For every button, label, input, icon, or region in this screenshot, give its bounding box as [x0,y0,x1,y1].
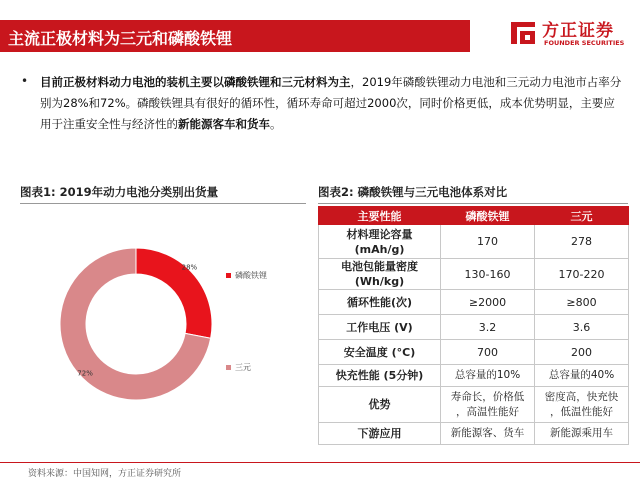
header-cell-ternary: 三元 [535,207,629,225]
data-label-1: 72% [77,369,93,378]
lfp-cell: 总容量的10% [441,365,535,387]
data-label-0: 28% [181,263,198,272]
ternary-cell: 170-220 [535,259,629,290]
intro-lead: 目前正极材料动力电池的装机主要以磷酸铁锂和三元材料为主 [40,75,351,89]
bullet-icon: • [21,74,29,88]
founder-logo-icon [508,18,538,48]
logo-text-en: FOUNDER SECURITIES [544,39,625,47]
ternary-cell: 新能源乘用车 [535,423,629,445]
table-row [319,290,629,315]
row-header-cell: 安全温度 (°C) [319,340,441,365]
table-row [319,365,629,387]
row-header-cell: 优势 [319,387,441,423]
logo-text-cn: 方正证券 [542,21,614,41]
lfp-cell: 170 [441,225,535,259]
source-note: 资料来源：中国知网，方正证券研究所 [28,469,182,479]
table-row [319,423,629,445]
ternary-cell: 200 [535,340,629,365]
page-header [0,0,640,58]
legend-swatch-0 [226,273,231,278]
ternary-cell: 密度高，快充快 ，低温性能好 [535,387,629,423]
row-header-cell: 材料理论容量 (mAh/g) [319,225,441,259]
ternary-cell: ≥800 [535,290,629,315]
lfp-cell: 新能源客、货车 [441,423,535,445]
intro-body: ，2019年磷酸铁锂动力电池和三元动力电池市占率分别为28%和72%。磷酸铁锂具有很好的循环性，循环寿命可超过2000次，同时价格更低，成本优势明显，主要应用于注重安全性与经济性的 [40,75,622,131]
lfp-cell: 3.2 [441,315,535,340]
page-title: 主流正极材料为三元和磷酸铁锂 [8,29,233,48]
header-cell-metric: 主要性能 [319,207,441,225]
table-header-row [319,207,629,225]
legend-label-0: 磷酸铁锂 [235,271,267,280]
legend-label-1: 三元 [235,363,251,372]
lfp-cell: 寿命长，价格低 ，高温性能好 [441,387,535,423]
figure1-divider [20,203,306,204]
lfp-cell: 130-160 [441,259,535,290]
header-cell-lfp: 磷酸铁锂 [441,207,535,225]
ternary-cell: 3.6 [535,315,629,340]
title-bar [0,20,470,52]
table-row [319,259,629,290]
donut-slice-0 [136,248,212,338]
footer-divider [0,462,640,463]
table-row [319,225,629,259]
lfp-cell: 700 [441,340,535,365]
ternary-cell: 总容量的40% [535,365,629,387]
table2-title: 图表2: 磷酸铁锂与三元电池体系对比 [318,185,508,199]
row-header-cell: 工作电压 (V) [319,315,441,340]
intro-end: 。 [270,117,282,131]
table-row [319,315,629,340]
intro-paragraph [40,72,626,135]
table-row [319,340,629,365]
intro-highlight: 新能源客车和货车 [178,117,270,131]
donut-chart [30,214,306,444]
legend-swatch-1 [226,365,231,370]
lfp-cell: ≥2000 [441,290,535,315]
comparison-table [318,206,629,445]
row-header-cell: 循环性能(次) [319,290,441,315]
donut-chart-svg [30,214,306,444]
table2-divider [318,203,628,204]
figure1-title: 图表1: 2019年动力电池分类别出货量 [20,185,219,199]
table-row [319,387,629,423]
row-header-cell: 快充性能 (5分钟) [319,365,441,387]
founder-securities-logo [508,14,636,58]
row-header-cell: 电池包能量密度 (Wh/kg) [319,259,441,290]
row-header-cell: 下游应用 [319,423,441,445]
ternary-cell: 278 [535,225,629,259]
